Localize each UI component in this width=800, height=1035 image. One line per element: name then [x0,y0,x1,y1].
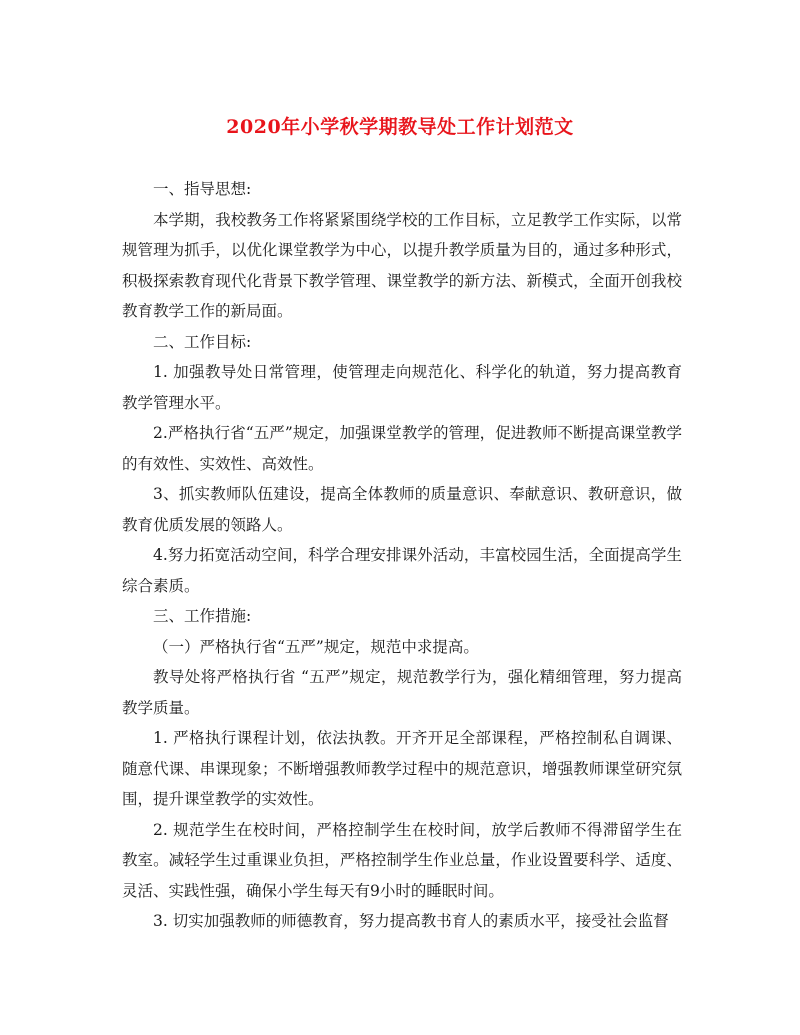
measure-item-1: 1. 严格执行课程计划，依法执教。开齐开足全部课程，严格控制私自调课、随意代课、串课现象；不断增强教师教学过程中的规范意识，增强教师课堂研究氛围，提升课堂教学的实效性。 [122,729,682,808]
goal-item-1: 1. 加强教导处日常管理，使管理走向规范化、科学化的轨道，努力提高教育教学管理水平。 [122,363,682,412]
section-heading-work-goals: 二、工作目标: [153,332,252,351]
paragraph-guiding-thought: 本学期，我校教务工作将紧紧围绕学校的工作目标，立足教学工作实际，以常规管理为抓手，以优化课堂教学为中心，以提升教学质量为目的，通过多种形式，积极探索教育现代化背景下教学管理、课堂教学的新方法、新模式，全面开创我校教育教学工作的新局面。 [122,210,682,320]
subsection-heading-1: （一）严格执行省“五严”规定，规范中求提高。 [153,637,479,656]
goal-item-3: 3、抓实教师队伍建设，提高全体教师的质量意识、奉献意识、教研意识，做教育优质发展的领路人。 [122,485,682,534]
section-heading-work-measures: 三、工作措施: [153,607,252,625]
measure-item-2: 2. 规范学生在校时间，严格控制学生在校时间，放学后教师不得滞留学生在教室。减轻学生过重课业负担，严格控制学生作业总量，作业设置要科学、适度、灵活、实践性强，确保小学生每天有9小时的睡眠时间。 [122,820,682,900]
section-heading-guiding-thought: 一、指导思想: [153,180,252,198]
measure-item-3: 3. 切实加强教师的师德教育，努力提高教书育人的素质水平，接受社会监督 [153,912,669,930]
document-title: 2020年小学秋学期教导处工作计划范文 [226,116,574,138]
goal-item-2: 2.严格执行省“五严”规定，加强课堂教学的管理，促进教师不断提高课堂教学的有效性、实效性、高效性。 [122,424,682,473]
paragraph-subsection-intro: 教导处将严格执行省 “五严”规定，规范教学行为，强化精细管理，努力提高教学质量。 [122,668,682,717]
goal-item-4: 4.努力拓宽活动空间，科学合理安排课外活动，丰富校园生活，全面提高学生综合素质。 [122,546,682,595]
document-body [122,174,682,937]
